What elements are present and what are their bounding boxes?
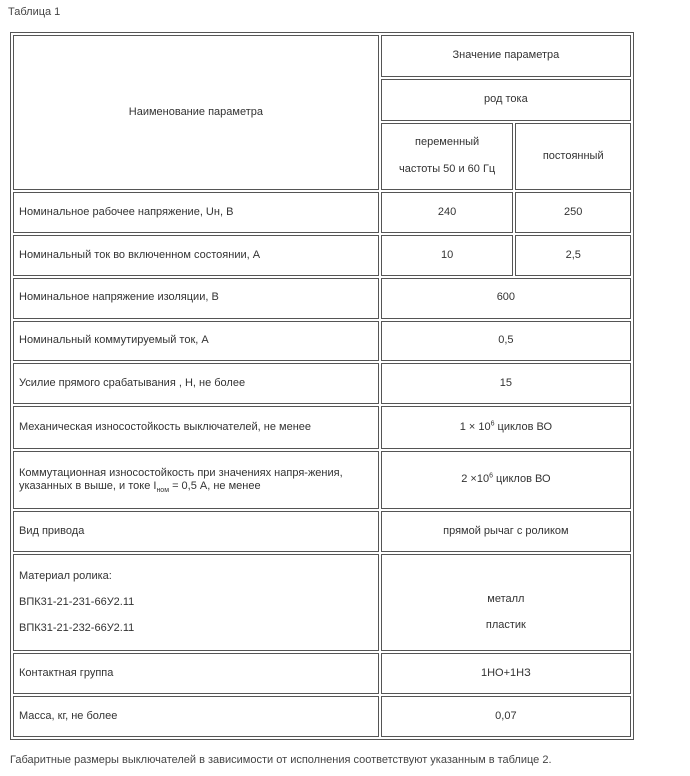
table-row (13, 554, 631, 651)
row-value: 0,5 (381, 321, 631, 362)
table-row (13, 235, 631, 276)
header-param-value: Значение параметра (381, 35, 631, 77)
value-exponent: 6 (490, 420, 495, 428)
row-name-text: Коммутационная износостойкость при значениях напря-жения, указанных в выше, и токе I (19, 466, 343, 493)
row-value (381, 406, 631, 449)
row-value-ac: 10 (381, 235, 514, 276)
value-base: 2 ×10 (461, 473, 490, 486)
row-name (13, 554, 379, 651)
row-name: Номинальное рабочее напряжение, Uн, В (13, 192, 379, 233)
row-name: Вид привода (13, 511, 379, 552)
row-name: Усилие прямого срабатывания , Н, не более (13, 363, 379, 404)
header-param-name: Наименование параметра (13, 35, 379, 190)
row-name: Номинальный коммутируемый ток, А (13, 321, 379, 362)
row-name-tail: = 0,5 А, не менее (169, 480, 261, 493)
footnote-text: Габаритные размеры выключателей в зависимости от исполнения соответствуют указанным в таблице 2. (10, 754, 552, 766)
row-name: Контактная группа (13, 653, 379, 694)
table-row (13, 696, 631, 737)
row-name (13, 451, 379, 509)
row-value: 0,07 (381, 696, 631, 737)
table-row (13, 511, 631, 552)
row-value: прямой рычаг с роликом (381, 511, 631, 552)
table-caption: Таблица 1 (8, 6, 61, 18)
row-name: Механическая износостойкость выключателей, не менее (13, 406, 379, 449)
header-ac (381, 123, 514, 190)
roller-variant-2: ВПК31-21-232-66У2.11 (19, 621, 135, 634)
table-row (13, 363, 631, 404)
value-unit: циклов ВО (492, 473, 551, 486)
table-row (13, 653, 631, 694)
value-unit: циклов ВО (494, 420, 553, 433)
row-value-dc: 2,5 (515, 235, 631, 276)
value-exponent: 6 (489, 472, 493, 480)
row-name: Номинальный ток во включенном состоянии, А (13, 235, 379, 276)
row-value: 600 (381, 278, 631, 319)
header-ac-line1: переменный (415, 135, 480, 148)
specifications-table (10, 32, 634, 740)
header-current-type: род тока (381, 79, 631, 121)
table-row (13, 321, 631, 362)
table-row (13, 406, 631, 449)
row-name: Масса, кг, не более (13, 696, 379, 737)
table-row (13, 451, 631, 509)
table-row (13, 192, 631, 233)
row-name: Номинальное напряжение изоляции, В (13, 278, 379, 319)
header-ac-line2: частоты 50 и 60 Гц (399, 163, 496, 176)
row-value (381, 451, 631, 509)
roller-label: Материал ролика: (19, 570, 112, 583)
header-dc: постоянный (515, 123, 631, 190)
value-base: 1 × 10 (459, 420, 491, 433)
row-value-dc: 250 (515, 192, 631, 233)
roller-variant-1: ВПК31-21-231-66У2.11 (19, 595, 135, 608)
row-name-subscript: ном (156, 487, 170, 495)
row-value: 15 (381, 363, 631, 404)
roller-value-1: металл (487, 593, 525, 605)
row-value-ac: 240 (381, 192, 514, 233)
roller-value-2: пластик (485, 618, 526, 631)
row-value (381, 554, 631, 651)
row-value: 1НО+1НЗ (381, 653, 631, 694)
table-row (13, 278, 631, 319)
